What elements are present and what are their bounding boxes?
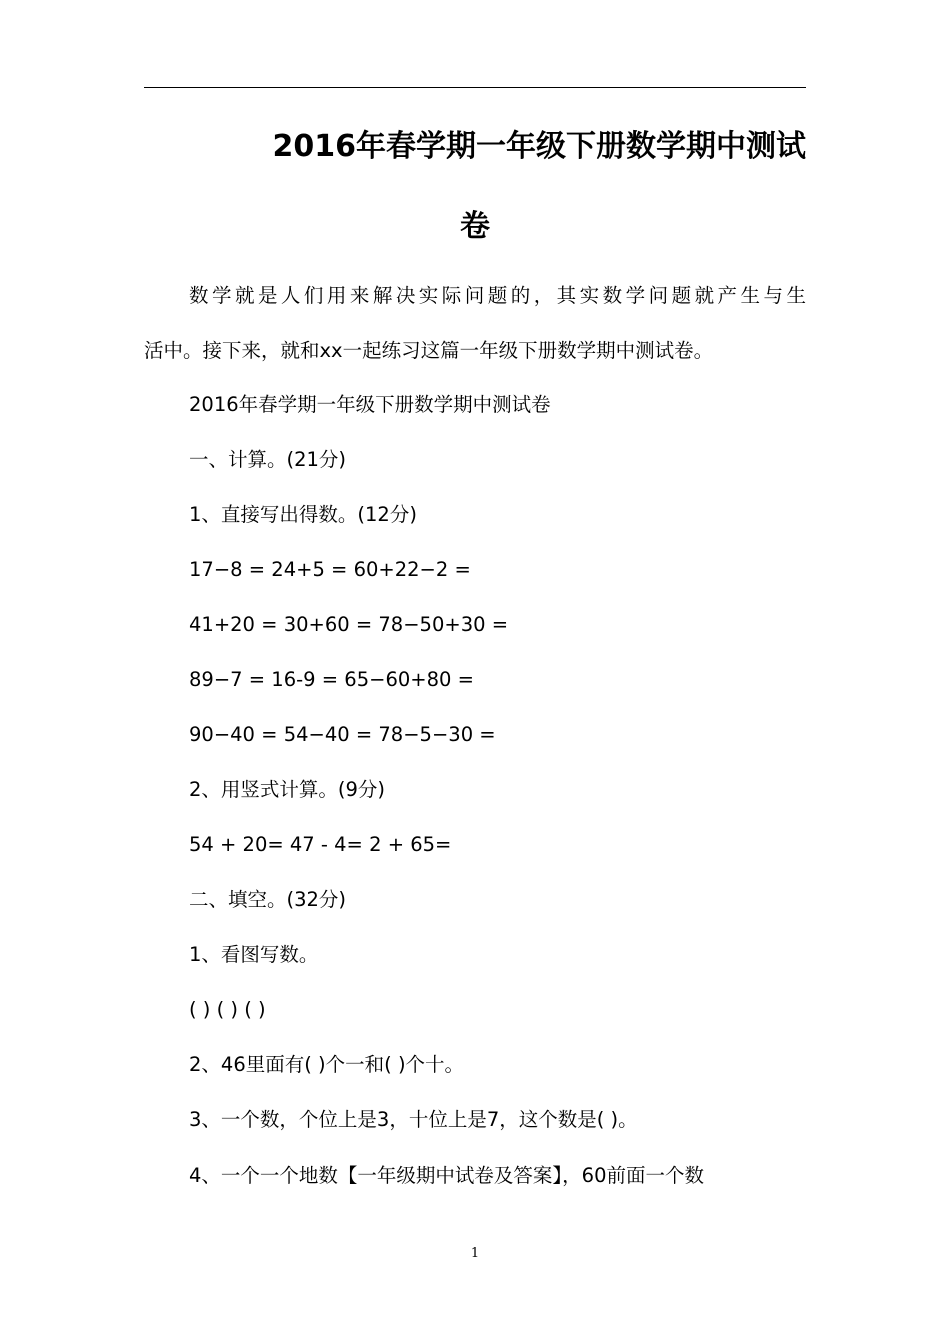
section-heading-calculation: 一、计算。(21分) <box>189 448 347 471</box>
document-title-line-1: 2016年春学期一年级下册数学期中测试 <box>272 129 806 164</box>
equation-row: 89−7 = 16-9 = 65−60+80 = <box>189 668 474 691</box>
header-rule <box>144 87 806 88</box>
question-line: 3、一个数，个位上是3，十位上是7，这个数是( )。 <box>189 1108 638 1131</box>
equation-row: 90−40 = 54−40 = 78−5−30 = <box>189 723 496 746</box>
question-line: 2、46里面有( )个一和( )个十。 <box>189 1053 465 1076</box>
page-number: 1 <box>470 1246 480 1261</box>
question-line: 4、一个一个地数【一年级期中试卷及答案】，60前面一个数 <box>189 1164 704 1187</box>
equation-row: 17−8 = 24+5 = 60+22−2 = <box>189 558 471 581</box>
equation-row: 41+20 = 30+60 = 78−50+30 = <box>189 613 509 636</box>
equation-row: 54 + 20= 47 - 4= 2 + 65= <box>189 833 452 856</box>
answer-blanks: ( ) ( ) ( ) <box>189 998 266 1021</box>
intro-paragraph-line-2: 活中。接下来，就和xx一起练习这篇一年级下册数学期中测试卷。 <box>144 339 714 362</box>
question-line: 1、看图写数。 <box>189 943 319 966</box>
question-heading: 1、直接写出得数。(12分) <box>189 503 417 526</box>
subtitle-line: 2016年春学期一年级下册数学期中测试卷 <box>189 393 551 416</box>
section-heading-fill-in: 二、填空。(32分) <box>189 888 347 911</box>
intro-paragraph-line-1: 数学就是人们用来解决实际问题的，其实数学问题就产生与生 <box>189 284 806 307</box>
document-title-line-2: 卷 <box>460 209 490 244</box>
question-heading: 2、用竖式计算。(9分) <box>189 778 386 801</box>
